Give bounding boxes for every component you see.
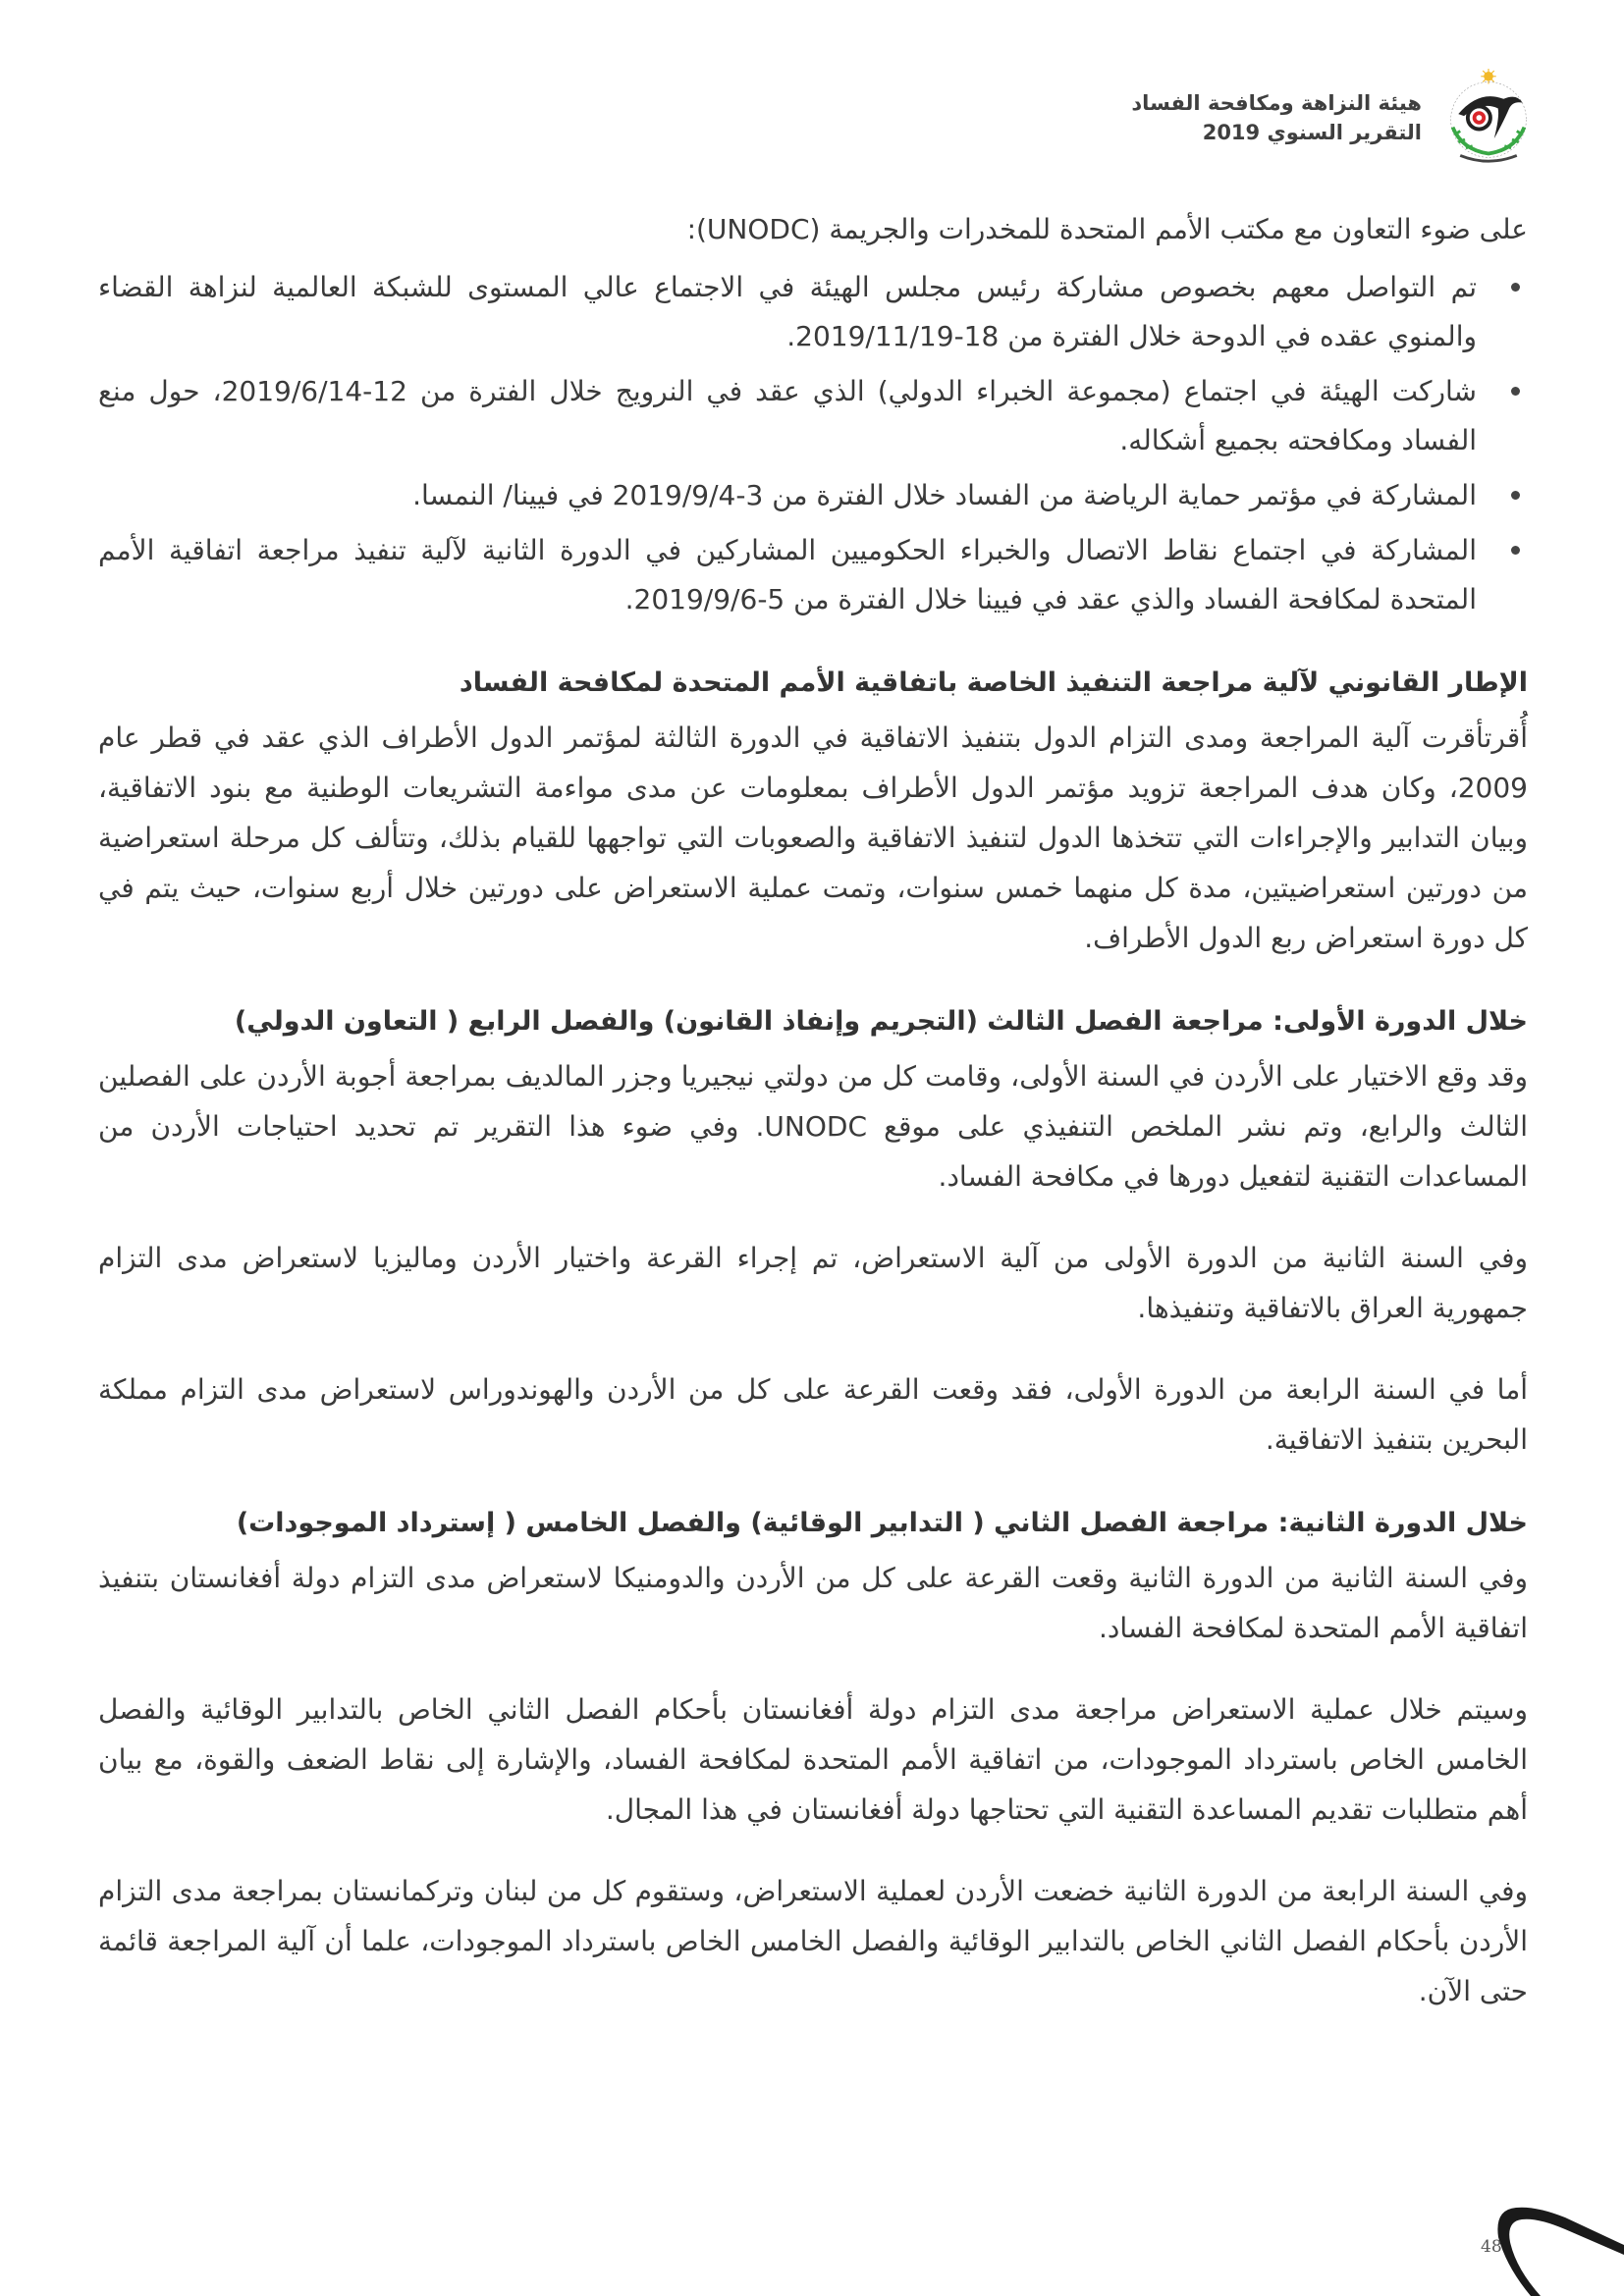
page-corner-swoosh-icon bbox=[1408, 2188, 1624, 2296]
section-heading-first-cycle: خلال الدورة الأولى: مراجعة الفصل الثالث (التجريم وإنفاذ القانون) والفصل الرابع ( التعاون الدولي) bbox=[234, 1006, 1528, 1037]
paragraph: أما في السنة الرابعة من الدورة الأولى، فقد وقعت القرعة على كل من الأردن والهوندوراس لاستعراض مدى التزام مملكة البحرين بتنفيذ الاتفاقية. bbox=[98, 1373, 1528, 1456]
bullet-item: تم التواصل معهم بخصوص مشاركة رئيس مجلس الهيئة في الاجتماع عالي المستوى للشبكة العالمية لنزاهة القضاء والمنوي عقده في الدوحة خلال الفترة من 18-2019/11/19. bbox=[98, 263, 1528, 361]
report-title: التقرير السنوي 2019 bbox=[1202, 121, 1422, 144]
document-body bbox=[98, 206, 1528, 2048]
paragraph: وسيتم خلال عملية الاستعراض مراجعة مدى التزام دولة أفغانستان بأحكام الفصل الثاني الخاص بالتدابير الوقائية والفصل الخامس الخاص باسترداد الموجودات، من اتفاقية الأمم المتحدة لمكافحة الفساد، والإشارة إلى نقاط الضعف والقوة، مع بيان أهم متطلبات تقديم المساعدة التقنية التي تحتاجها دولة أفغانستان في هذا المجال. bbox=[98, 1693, 1528, 1826]
paragraph: وفي السنة الثانية من الدورة الأولى من آلية الاستعراض، تم إجراء القرعة واختيار الأردن وماليزيا لاستعراض مدى التزام جمهورية العراق بالاتفاقية وتنفيذها. bbox=[98, 1242, 1528, 1324]
bullet-item: المشاركة في اجتماع نقاط الاتصال والخبراء الحكوميين المشاركين في الدورة الثانية لآلية تنفيذ مراجعة اتفاقية الأمم المتحدة لمكافحة الفساد والذي عقد في فيينا خلال الفترة من 5-2019/9/6. bbox=[98, 526, 1528, 624]
section-heading-legal-framework: الإطار القانوني لآلية مراجعة التنفيذ الخاصة باتفاقية الأمم المتحدة لمكافحة الفساد bbox=[459, 667, 1528, 698]
bullet-icon bbox=[1511, 283, 1520, 292]
org-name: هيئة النزاهة ومكافحة الفساد bbox=[1131, 91, 1422, 115]
paragraph: أُقرتأقرت آلية المراجعة ومدى التزام الدول بتنفيذ الاتفاقية في الدورة الثالثة لمؤتمر الدول الأطراف الذي عقد في قطر عام 2009، وكان هدف المراجعة تزويد مؤتمر الدول الأطراف بمعلومات عن مدى مواءمة التشريعات الوطنية مع بنود الاتفاقية، وبيان التدابير والإجراءات التي تتخذها الدول لتنفيذ الاتفاقية والصعوبات التي تواجهها للقيام بذلك، وتتألف كل مرحلة استعراضية من دورتين استعراضيتين، مدة كل منهما خمس سنوات، وتمت عملية الاستعراض على دورتين خلال أربع سنوات، حيث يتم في كل دورة استعراض ربع الدول الأطراف. bbox=[98, 721, 1528, 954]
paragraph: وقد وقع الاختيار على الأردن في السنة الأولى، وقامت كل من دولتي نيجيريا وجزر المالديف بمراجعة أجوبة الأردن على الفصلين الثالث والرابع، وتم نشر الملخص التنفيذي على موقع UNODC. وفي ضوء هذا التقرير تم تحديد احتياجات الأردن من المساعدات التقنية لتفعيل دورها في مكافحة الفساد. bbox=[98, 1060, 1528, 1193]
paragraph: وفي السنة الرابعة من الدورة الثانية خضعت الأردن لعملية الاستعراض، وستقوم كل من لبنان وتركمانستان بمراجعة مدى التزام الأردن بأحكام الفصل الثاني الخاص بالتدابير الوقائية والفصل الخامس الخاص باسترداد الموجودات، علما أن آلية المراجعة قائمة حتى الآن. bbox=[98, 1875, 1528, 2007]
section-heading-second-cycle: خلال الدورة الثانية: مراجعة الفصل الثاني ( التدابير الوقائية) والفصل الخامس ( إسترداد الموجودات) bbox=[236, 1508, 1528, 1538]
page-footer bbox=[1408, 2188, 1624, 2296]
bullet-icon bbox=[1511, 491, 1520, 500]
intro-text: على ضوء التعاون مع مكتب الأمم المتحدة للمخدرات والجريمة (UNODC): bbox=[686, 213, 1528, 245]
page-number: 48 bbox=[1481, 2237, 1502, 2257]
bullet-icon bbox=[1511, 387, 1520, 396]
cooperation-bullet-list bbox=[98, 263, 1528, 624]
paragraph: وفي السنة الثانية من الدورة الثانية وقعت القرعة على كل من الأردن والدومنيكا لاستعراض مدى التزام دولة أفغانستان بتنفيذ اتفاقية الأمم المتحدة لمكافحة الفساد. bbox=[98, 1562, 1528, 1644]
page-header bbox=[1131, 69, 1536, 167]
integrity-commission-logo-icon bbox=[1441, 69, 1536, 167]
bullet-icon bbox=[1511, 546, 1520, 555]
bullet-item: شاركت الهيئة في اجتماع (مجموعة الخبراء الدولي) الذي عقد في النرويج خلال الفترة من 12-2019/6/14، حول منع الفساد ومكافحته بجميع أشكاله. bbox=[98, 367, 1528, 465]
bullet-item: المشاركة في مؤتمر حماية الرياضة من الفساد خلال الفترة من 3-2019/9/4 في فيينا/ النمسا. bbox=[98, 471, 1528, 520]
